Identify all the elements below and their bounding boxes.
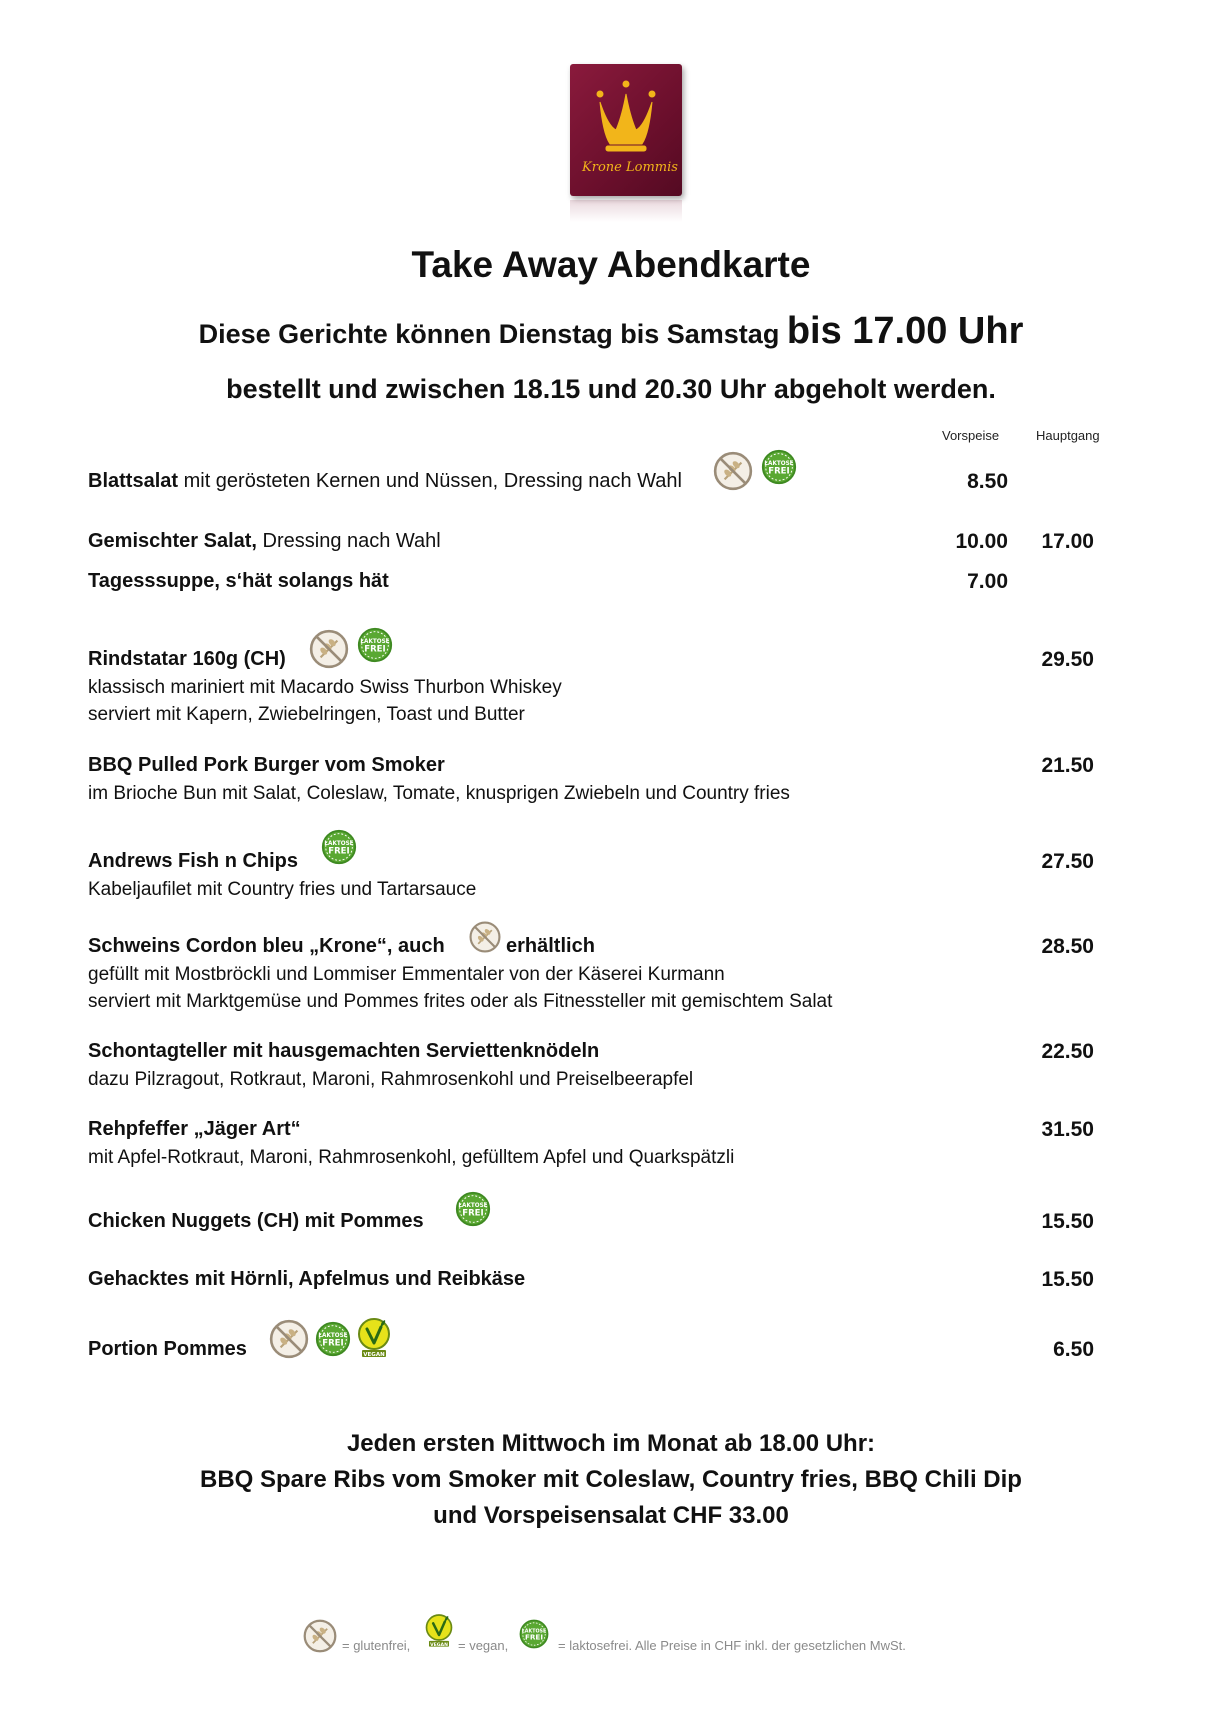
menu-item-title: Chicken Nuggets (CH) mit Pommes bbox=[88, 1210, 424, 1232]
legend-vegan-text: = vegan, bbox=[458, 1638, 509, 1653]
price-main: 15.50 bbox=[1041, 1268, 1094, 1291]
price-main: 21.50 bbox=[1041, 754, 1094, 777]
subtitle-line-1 bbox=[0, 310, 1222, 353]
gluten-free-icon bbox=[468, 920, 502, 954]
menu-item-description bbox=[88, 876, 476, 903]
menu-item-name bbox=[88, 1338, 247, 1361]
lactose-free-icon bbox=[518, 1618, 550, 1650]
menu-item-suffix: Dressing nach Wahl bbox=[256, 530, 441, 552]
menu-item-name bbox=[88, 1118, 301, 1141]
lactose-free-icon bbox=[314, 1320, 352, 1358]
lactose-free-icon bbox=[760, 448, 798, 486]
menu-item-title: Gehacktes mit Hörnli, Apfelmus und Reibkäse bbox=[88, 1268, 526, 1290]
menu-item-name bbox=[88, 530, 441, 553]
menu-item-name bbox=[88, 1040, 599, 1063]
subtitle-highlight: bis 17.00 Uhr bbox=[786, 310, 1024, 352]
menu-item-name bbox=[88, 648, 286, 671]
legend-lactose-text: = laktosefrei. Alle Preise in CHF inkl. der gesetzlichen MwSt. bbox=[558, 1638, 906, 1653]
vegan-icon bbox=[356, 1316, 392, 1358]
krone-logo bbox=[570, 64, 682, 196]
menu-item-title: Tagesssuppe, s‘hät solangs hät bbox=[88, 570, 389, 592]
menu-item-name-continued bbox=[506, 935, 595, 958]
price-main: 29.50 bbox=[1041, 648, 1094, 671]
menu-item-title: Gemischter Salat, bbox=[88, 530, 257, 552]
price-starter: 10.00 bbox=[955, 530, 1008, 553]
promo-line-3: und Vorspeisensalat CHF 33.00 bbox=[433, 1502, 789, 1529]
column-header-starter: Vorspeise bbox=[942, 428, 1000, 443]
page-title: Take Away Abendkarte bbox=[411, 244, 811, 285]
gluten-free-icon bbox=[712, 450, 754, 492]
legend-gluten-text: = glutenfrei, bbox=[342, 1638, 411, 1653]
price-main: 6.50 bbox=[1053, 1338, 1094, 1361]
price-main: 27.50 bbox=[1041, 850, 1094, 873]
promo-block bbox=[0, 1426, 1222, 1534]
price-main: 28.50 bbox=[1041, 935, 1094, 958]
menu-item-name bbox=[88, 935, 445, 958]
menu-item-title-after-icon: erhältlich bbox=[506, 935, 595, 957]
lactose-free-icon bbox=[454, 1190, 492, 1228]
gluten-free-icon bbox=[268, 1318, 310, 1360]
subtitle-line-2: bestellt und zwischen 18.15 und 20.30 Uhr abgeholt werden. bbox=[226, 374, 996, 404]
menu-item-title: Portion Pommes bbox=[88, 1338, 247, 1360]
description-line: Kabeljaufilet mit Country fries und Tartarsauce bbox=[88, 879, 477, 900]
menu-item-name bbox=[88, 754, 445, 777]
vegan-icon bbox=[424, 1612, 454, 1648]
menu-item-title: BBQ Pulled Pork Burger vom Smoker bbox=[88, 754, 445, 776]
menu-item-description bbox=[88, 674, 562, 728]
lactose-free-icon bbox=[320, 828, 358, 866]
description-line: dazu Pilzragout, Rotkraut, Maroni, Rahmrosenkohl und Preiselbeerapfel bbox=[88, 1069, 694, 1090]
menu-item-name bbox=[88, 470, 682, 493]
menu-item-description bbox=[88, 961, 832, 1015]
description-line: klassisch mariniert mit Macardo Swiss Thurbon Whiskey bbox=[88, 677, 562, 698]
description-line: im Brioche Bun mit Salat, Coleslaw, Tomate, knusprigen Zwiebeln und Country fries bbox=[88, 783, 790, 804]
promo-line-2: BBQ Spare Ribs vom Smoker mit Coleslaw, Country fries, BBQ Chili Dip bbox=[200, 1466, 1022, 1493]
menu-item-description bbox=[88, 780, 790, 807]
logo-reflection bbox=[570, 200, 682, 222]
gluten-free-icon bbox=[302, 1618, 338, 1654]
menu-item-name bbox=[88, 850, 298, 873]
description-line: gefüllt mit Mostbröckli und Lommiser Emmentaler von der Käserei Kurmann bbox=[88, 964, 725, 985]
menu-item-title: Schweins Cordon bleu „Krone“, auch bbox=[88, 935, 445, 957]
price-main: 22.50 bbox=[1041, 1040, 1094, 1063]
gluten-free-icon bbox=[308, 628, 350, 670]
subtitle-prefix: Diese Gerichte können Dienstag bis Samstag bbox=[198, 319, 787, 349]
description-line: serviert mit Marktgemüse und Pommes frites oder als Fitnessteller mit gemischtem Salat bbox=[88, 991, 833, 1012]
logo-text: Krone Lommis bbox=[582, 160, 678, 175]
menu-item-name bbox=[88, 1210, 424, 1233]
price-main: 31.50 bbox=[1041, 1118, 1094, 1141]
price-main: 15.50 bbox=[1041, 1210, 1094, 1233]
menu-item-name bbox=[88, 570, 389, 593]
menu-item-title: Blattsalat bbox=[88, 470, 179, 492]
menu-item-description bbox=[88, 1144, 734, 1171]
price-starter: 7.00 bbox=[967, 570, 1008, 593]
promo-line-1: Jeden ersten Mittwoch im Monat ab 18.00 Uhr: bbox=[346, 1430, 876, 1457]
menu-item-title: Rehpfeffer „Jäger Art“ bbox=[88, 1118, 301, 1140]
menu-item-title: Schontagteller mit hausgemachten Serviettenknödeln bbox=[88, 1040, 600, 1062]
description-line: serviert mit Kapern, Zwiebelringen, Toast und Butter bbox=[88, 704, 525, 725]
menu-item-name bbox=[88, 1268, 525, 1291]
lactose-free-icon bbox=[356, 626, 394, 664]
description-line: mit Apfel-Rotkraut, Maroni, Rahmrosenkohl, gefülltem Apfel und Quarkspätzli bbox=[88, 1147, 735, 1168]
menu-item-title: Rindstatar 160g (CH) bbox=[88, 648, 286, 670]
column-header-main: Hauptgang bbox=[1036, 428, 1100, 443]
menu-item-description bbox=[88, 1066, 693, 1093]
menu-item-title: Andrews Fish n Chips bbox=[88, 850, 299, 872]
price-starter: 8.50 bbox=[967, 470, 1008, 493]
price-main: 17.00 bbox=[1041, 530, 1094, 553]
menu-item-suffix: mit gerösteten Kernen und Nüssen, Dressing nach Wahl bbox=[178, 470, 682, 492]
